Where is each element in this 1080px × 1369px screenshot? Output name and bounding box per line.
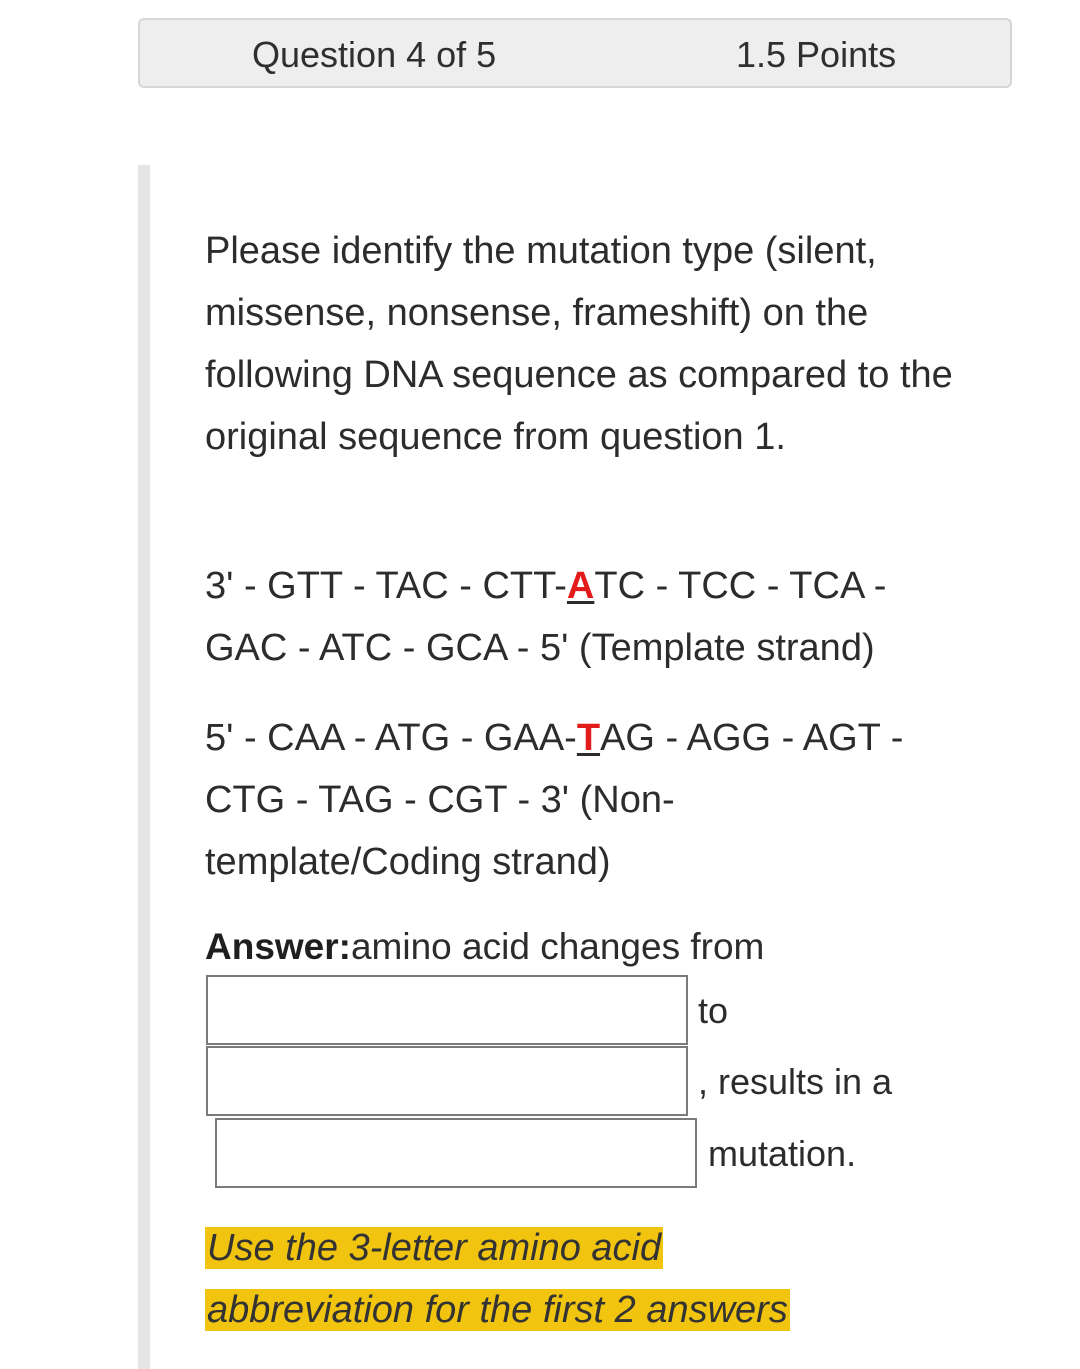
coding-strand-line2: CTG - TAG - CGT - 3' (Non- bbox=[205, 779, 675, 821]
coding-mutated-base: T bbox=[576, 717, 601, 759]
answer-line bbox=[205, 922, 764, 972]
new-amino-acid-input[interactable] bbox=[208, 1048, 686, 1114]
new-amino-acid-field[interactable] bbox=[206, 1046, 688, 1116]
coding-strand-line3: template/Coding strand) bbox=[205, 841, 611, 883]
original-amino-acid-input[interactable] bbox=[208, 977, 686, 1043]
template-strand-rest: TC - TCC - TCA - bbox=[594, 565, 887, 607]
question-header bbox=[138, 18, 1012, 88]
coding-strand-sequence bbox=[205, 707, 965, 893]
answer-label: Answer: bbox=[205, 926, 351, 967]
question-number: Question 4 of 5 bbox=[252, 34, 497, 75]
field1-suffix: to bbox=[698, 990, 729, 1031]
question-points: 1.5 Points bbox=[736, 34, 897, 75]
original-amino-acid-field[interactable] bbox=[206, 975, 688, 1045]
hint-note bbox=[205, 1217, 790, 1341]
mutation-type-input[interactable] bbox=[217, 1120, 695, 1186]
hint-line2: abbreviation for the first 2 answers bbox=[207, 1289, 788, 1331]
question-prompt: Please identify the mutation type (silent, missense, nonsense, frameshift) on the following DNA sequence as compared to the original sequence from question 1. bbox=[205, 230, 953, 458]
template-strand-line2: GAC - ATC - GCA - 5' (Template strand) bbox=[205, 627, 875, 669]
template-strand-start: 3' - GTT - TAC - CTT- bbox=[205, 565, 567, 607]
mutation-type-field[interactable] bbox=[215, 1118, 697, 1188]
template-strand-sequence bbox=[205, 555, 965, 679]
question-left-border bbox=[138, 165, 150, 1369]
field2-suffix: , results in a bbox=[698, 1061, 893, 1102]
field3-suffix: mutation. bbox=[708, 1133, 857, 1174]
coding-strand-start: 5' - CAA - ATG - GAA- bbox=[205, 717, 577, 759]
template-mutated-base: A bbox=[566, 565, 595, 607]
answer-text: amino acid changes from bbox=[350, 926, 765, 967]
coding-strand-rest: AG - AGG - AGT - bbox=[600, 717, 904, 759]
hint-line1: Use the 3-letter amino acid bbox=[207, 1227, 662, 1269]
